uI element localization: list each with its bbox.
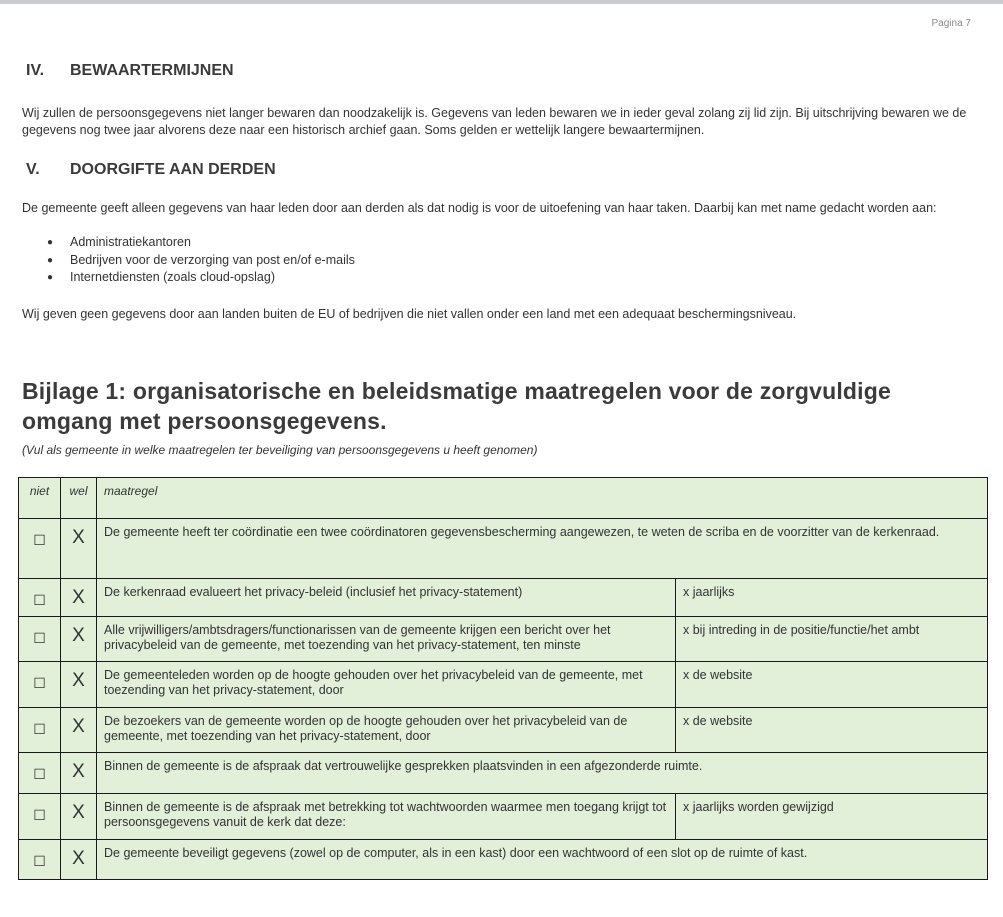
checkbox-checked-mark[interactable]: X (72, 802, 85, 823)
niet-cell (19, 753, 61, 794)
section-heading-doorgifte (26, 161, 276, 179)
measure-text: De bezoekers van de gemeente worden op de hoogte gehouden over het privacybeleid van de gemeente, met toezending van het privacy-statement, door (97, 708, 676, 753)
checkbox-empty[interactable]: ☐ (33, 853, 46, 869)
wel-cell (61, 662, 97, 708)
table-header-row (19, 478, 988, 519)
table-row (19, 708, 988, 753)
page-number: Pagina 7 (931, 18, 971, 29)
wel-cell (61, 708, 97, 753)
niet-cell (19, 662, 61, 708)
measure-text: De gemeente heeft ter coördinatie een twee coördinatoren gegevensbescherming aangewezen, te weten de scriba en de voorzitter van de kerkenraad. (97, 519, 988, 579)
table-row (19, 617, 988, 662)
appendix-title: Bijlage 1: organisatorische en beleidsmatige maatregelen voor de zorgvuldige omgang met persoonsgegevens. (22, 378, 891, 434)
wel-cell (61, 617, 97, 662)
table-row (19, 579, 988, 617)
list-item (22, 269, 355, 287)
header-maatregel: maatregel (97, 478, 988, 519)
table-row (19, 753, 988, 794)
measures-table (18, 477, 988, 880)
checkbox-empty[interactable]: ☐ (33, 630, 46, 646)
bullet-dot-icon: ● (47, 272, 54, 283)
bullet-dot-icon: ● (47, 237, 54, 248)
checkbox-empty[interactable]: ☐ (33, 766, 46, 782)
wel-cell (61, 840, 97, 880)
niet-cell (19, 708, 61, 753)
checkbox-checked-mark[interactable]: X (72, 716, 85, 737)
bullet-dot-icon: ● (47, 254, 54, 266)
wel-cell (61, 519, 97, 579)
checkbox-empty[interactable]: ☐ (33, 807, 46, 823)
table-row (19, 794, 988, 840)
bewaartermijnen-paragraph: Wij zullen de persoonsgegevens niet langer bewaren dan noodzakelijk is. Gegevens van leden bewaren we in ieder geval zolang zij lid zijn. Bij uitschrijving bewaren we de gegevens nog twee jaar alvorens deze naar een historisch archief gaan. Soms gelden er wettelijk langere bewaartermijnen. (22, 106, 967, 137)
header-niet: niet (19, 478, 61, 519)
measure-detail: x bij intreding in de positie/functie/het ambt (676, 617, 988, 662)
niet-cell (19, 840, 61, 880)
checkbox-empty[interactable]: ☐ (33, 721, 46, 737)
checkbox-checked-mark[interactable]: X (72, 848, 85, 869)
section-number: IV. (26, 62, 45, 79)
measure-text: Binnen de gemeente is de afspraak dat vertrouwelijke gesprekken plaatsvinden in een afgezonderde ruimte. (97, 753, 988, 794)
measure-detail: x jaarlijks worden gewijzigd (676, 794, 988, 840)
checkbox-checked-mark[interactable]: X (72, 670, 85, 691)
wel-cell (61, 794, 97, 840)
measure-text: De gemeenteleden worden op de hoogte gehouden over het privacybeleid van de gemeente, met toezending van het privacy-statement, door (97, 662, 676, 708)
measure-detail: x jaarlijks (676, 579, 988, 617)
measure-text: De gemeente beveiligt gegevens (zowel op de computer, als in een kast) door een wachtwoord of een slot op de ruimte of kast. (97, 840, 988, 880)
bullet-list (22, 234, 355, 287)
checkbox-empty[interactable]: ☐ (33, 532, 46, 548)
appendix-subtitle: (Vul als gemeente in welke maatregelen ter beveiliging van persoonsgegevens u heeft genomen) (22, 443, 538, 457)
list-item-text: Bedrijven voor de verzorging van post en/of e-mails (70, 252, 355, 267)
table-row (19, 840, 988, 880)
list-item-text: Administratiekantoren (70, 235, 191, 249)
list-item (22, 234, 355, 252)
doorgifte-intro-paragraph: De gemeente geeft alleen gegevens van haar leden door aan derden als dat nodig is voor de uitoefening van haar taken. Daarbij kan met name gedacht worden aan: (22, 201, 937, 215)
checkbox-checked-mark[interactable]: X (72, 587, 85, 608)
measure-detail: x de website (676, 662, 988, 708)
list-item-text: Internetdiensten (zoals cloud-opslag) (70, 270, 275, 284)
measure-text: De kerkenraad evalueert het privacy-beleid (inclusief het privacy-statement) (97, 579, 676, 617)
header-wel: wel (61, 478, 97, 519)
table-row (19, 519, 988, 579)
niet-cell (19, 579, 61, 617)
checkbox-checked-mark[interactable]: X (72, 625, 85, 646)
measure-text: Alle vrijwilligers/ambtsdragers/functionarissen van de gemeente krijgen een bericht over het privacybeleid van de gemeente, met toezending van het privacy-statement, ten minste (97, 617, 676, 662)
checkbox-checked-mark[interactable]: X (72, 527, 85, 548)
wel-cell (61, 753, 97, 794)
section-number: V. (26, 161, 40, 178)
wel-cell (61, 579, 97, 617)
section-heading-bewaartermijnen (26, 62, 234, 80)
measure-text: Binnen de gemeente is de afspraak met betrekking tot wachtwoorden waarmee men toegang krijgt tot persoonsgegevens vanuit de kerk dat deze: (97, 794, 676, 840)
section-title: BEWAARTERMIJNEN (70, 62, 234, 79)
list-item (22, 252, 355, 270)
niet-cell (19, 519, 61, 579)
checkbox-empty[interactable]: ☐ (33, 592, 46, 608)
section-title: DOORGIFTE AAN DERDEN (70, 161, 276, 178)
measure-detail: x de website (676, 708, 988, 753)
doorgifte-closing-paragraph: Wij geven geen gegevens door aan landen buiten de EU of bedrijven die niet vallen onder een land met een adequaat beschermingsniveau. (22, 307, 797, 321)
niet-cell (19, 794, 61, 840)
table-row (19, 662, 988, 708)
top-border (0, 0, 1003, 4)
niet-cell (19, 617, 61, 662)
checkbox-empty[interactable]: ☐ (33, 675, 46, 691)
checkbox-checked-mark[interactable]: X (72, 761, 85, 782)
